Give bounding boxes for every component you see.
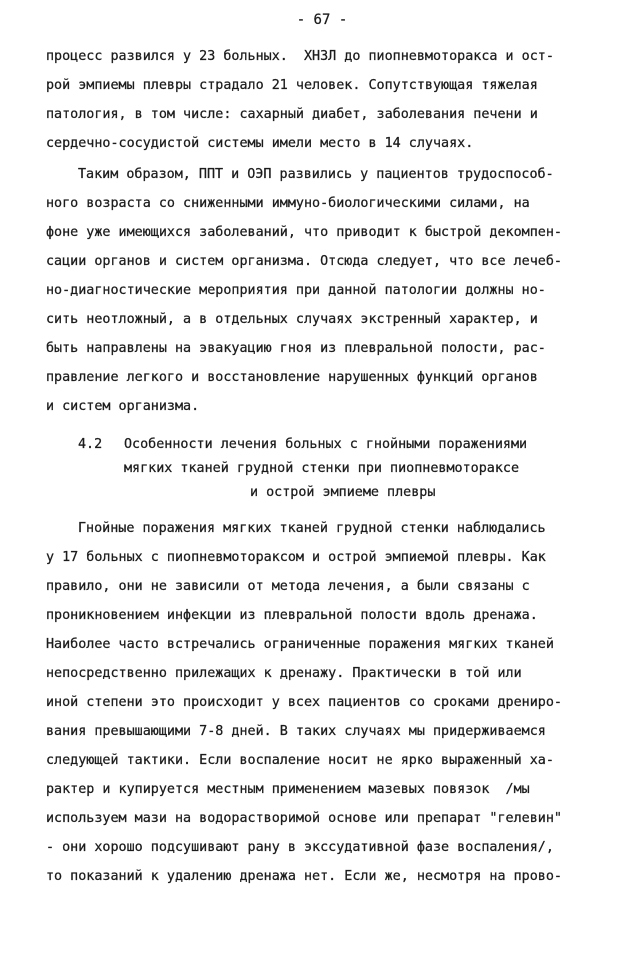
text-line: правило, они не зависили от метода лечения, а были связаны с xyxy=(46,579,530,594)
text-line: ного возраста со сниженными иммуно-биологическими силами, на xyxy=(46,196,530,211)
text-line: Наиболее часто встречались ограниченные поражения мягких тканей xyxy=(46,637,554,652)
text-line: фоне уже имеющихся заболеваний, что приводит к быстрой декомпен- xyxy=(46,225,562,240)
text-line: следующей тактики. Если воспаление носит не ярко выраженный ха- xyxy=(46,753,554,768)
text-line: рой эмпиемы плевры страдало 21 человек. Сопутствующая тяжелая xyxy=(46,78,538,93)
text-line: но-диагностические мероприятия при данной патологии должны но- xyxy=(46,283,546,298)
text-line: Гнойные поражения мягких тканей грудной стенки наблюдались xyxy=(78,521,546,536)
text-line: сить неотложный, а в отдельных случаях экстренный характер, и xyxy=(46,312,538,327)
page-number: - 67 - xyxy=(296,12,348,28)
section-title-line: Особенности лечения больных с гнойными поражениями xyxy=(124,437,528,452)
section-title-line: и острой эмпиеме плевры xyxy=(250,485,436,500)
text-line: то показаний к удалению дренажа нет. Если же, несмотря на прово- xyxy=(46,869,562,884)
text-line: быть направлены на эвакуацию гноя из плевральной полости, рас- xyxy=(46,341,546,356)
text-line: используем мази на водорастворимой основе или препарат "гелевин" xyxy=(46,811,562,826)
text-line: непосредственно прилежащих к дренажу. Практически в той или xyxy=(46,666,522,681)
section-title-line: мягких тканей грудной стенки при пиопневмотораксе xyxy=(124,461,520,476)
text-line: - они хорошо подсушивают рану в экссудативной фазе воспаления/, xyxy=(46,840,554,855)
text-line: и систем организма. xyxy=(46,399,200,414)
text-line: у 17 больных с пиопневмотораксом и острой эмпиемой плевры. Как xyxy=(46,550,546,565)
text-line: сердечно-сосудистой системы имели место в 14 случаях. xyxy=(46,136,474,151)
section-number: 4.2 xyxy=(78,437,103,452)
text-line: правление легкого и восстановление нарушенных функций органов xyxy=(46,370,538,385)
text-line: проникновением инфекции из плевральной полости вдоль дренажа. xyxy=(46,608,538,623)
text-line: вания превышающими 7-8 дней. В таких случаях мы придерживаемся xyxy=(46,724,546,739)
text-line: иной степени это происходит у всех пациентов со сроками дренирo- xyxy=(46,695,562,710)
text-line: процесс развился у 23 больных. ХНЗЛ до пиопневмоторакса и ост- xyxy=(46,49,554,64)
text-line: Таким образом, ППТ и ОЭП развились у пациентов трудоспособ- xyxy=(78,167,554,182)
text-line: патология, в том числе: сахарный диабет, заболевания печени и xyxy=(46,107,538,122)
text-line: сации органов и систем организма. Отсюда следует, что все лечеб- xyxy=(46,254,562,269)
text-line: рактер и купируется местным применением мазевых повязок /мы xyxy=(46,782,530,797)
